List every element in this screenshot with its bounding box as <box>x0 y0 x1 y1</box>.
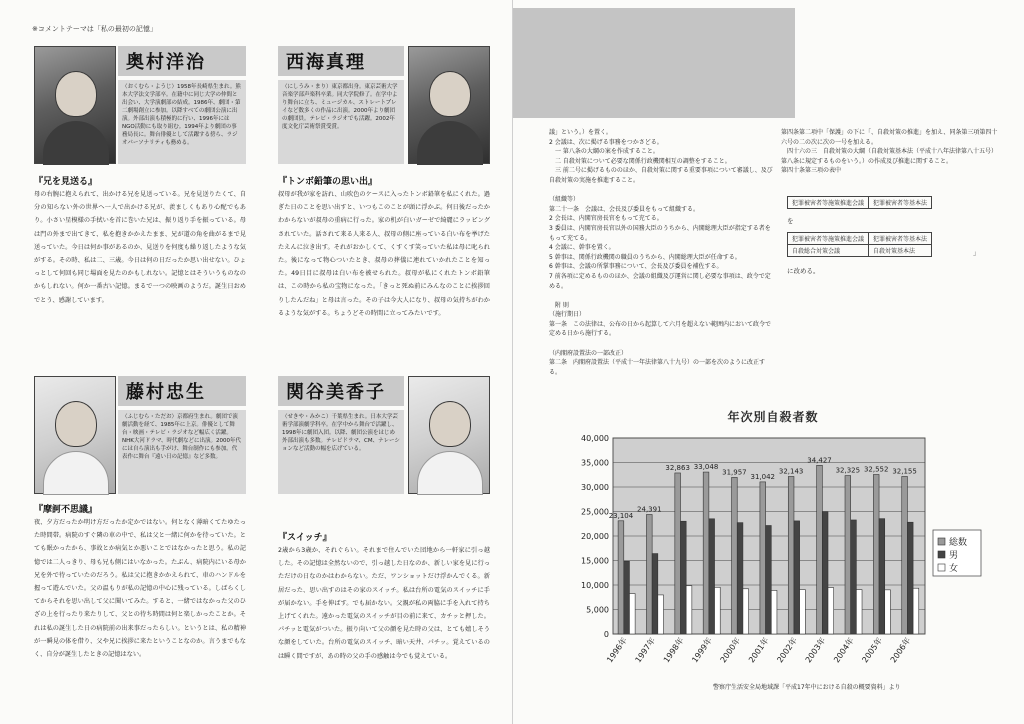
profile-fujimura <box>34 376 246 496</box>
data-label: 32,143 <box>778 467 804 476</box>
face-shape <box>429 401 471 447</box>
gray-banner <box>513 8 795 118</box>
x-tick-label: 2001年 <box>746 635 771 665</box>
reference-table-before <box>787 196 932 209</box>
body-shape <box>43 451 109 495</box>
data-label: 32,155 <box>892 467 917 476</box>
y-tick-label: 20,000 <box>581 532 609 541</box>
comment-theme-note: ※コメントテーマは「私の最初の記憶」 <box>32 25 157 33</box>
legend-label: 総数 <box>949 538 968 548</box>
profile-okumura <box>34 46 246 166</box>
bar-男 <box>822 512 828 634</box>
profile-name: 関谷美香子 <box>278 376 404 406</box>
chart-source: 警察庁生活安全局地域課「平成17年中における自殺の概要資料」より <box>713 684 901 691</box>
profile-bio: （おくむら・ようじ）1958年長崎県生まれ。熊本大学法文学部卒。在籍中に同じ大学の仲間と出会い、大学演劇部の結成。1986年、劇団・第二劇場創立に参加。以降すべての劇団公演に出演。外部出演も積極的に行い、1996年にはNGO活動にも取り組む。1994年より劇団の事務局長に。舞台俳優として活躍する傍ら、ラジオパーソナリティも務める。 <box>118 80 246 164</box>
y-tick-label: 5,000 <box>586 605 609 615</box>
face-shape <box>55 401 97 447</box>
x-tick-label: 2004年 <box>832 635 856 665</box>
profile-bio: （にしうみ・まり）東京都出身。東京芸術大学音楽学部声楽科卒業。同大学院修了。在学中より舞台に立ち、ミュージカル、ストレートプレイなど数多くの作品に出演。2000年より劇団の劇団員。テレビ・ラジオでも活躍。2002年度文化庁芸術祭賞受賞。 <box>278 80 404 164</box>
profile-sekiya <box>278 376 490 496</box>
law-text-column-1 <box>549 128 773 378</box>
chart-svg <box>555 408 991 680</box>
legend-swatch <box>938 564 945 571</box>
essay-title: 『トンボ鉛筆の思い出』 <box>278 177 378 187</box>
table-cell: 犯罪被害者等施策推進会議 <box>788 233 869 245</box>
suicide-chart <box>555 408 991 680</box>
bar-総数 <box>788 476 794 634</box>
portrait-photo <box>408 376 490 494</box>
x-tick-label: 2003年 <box>803 635 828 665</box>
bar-女 <box>828 588 834 634</box>
data-label: 32,863 <box>665 463 690 472</box>
portrait-photo <box>34 46 116 164</box>
table-row <box>788 197 932 209</box>
profile-nishiumi <box>278 46 490 166</box>
bar-女 <box>856 590 862 634</box>
table-row <box>788 233 932 245</box>
bar-男 <box>879 519 885 634</box>
bar-総数 <box>902 476 908 634</box>
bar-女 <box>686 586 692 634</box>
bar-男 <box>794 521 800 634</box>
bar-男 <box>652 554 658 634</box>
bar-総数 <box>873 474 879 634</box>
table-cell: 犯罪被害者等基本法 <box>869 197 932 209</box>
profile-name: 奥村洋治 <box>118 46 246 76</box>
legend-label: 女 <box>949 564 959 574</box>
table-cell: 自殺対策基本法 <box>869 245 932 257</box>
bar-女 <box>771 590 777 634</box>
body-shape <box>417 451 483 495</box>
face-shape <box>55 71 97 117</box>
profile-name: 西海真理 <box>278 46 404 76</box>
data-label: 33,048 <box>693 463 719 472</box>
bar-男 <box>851 520 857 634</box>
bar-女 <box>658 595 664 634</box>
legend-label: 男 <box>949 551 959 561</box>
law-text: 議」という。）を置く。 2 会議は、次に掲げる事務をつかさどる。 一 第八条の大綱の案を作成すること。 二 自殺対策について必要な関係行政機関相互の調整をすること。 三 前二号に掲げるもののほか、自殺対策に関する重要事項について審議し、及び自殺対策の実施を推進すること。 （組織等） 第二十一条 会議は、会長及び委員をもって組織する。 2 会長は、内閣官房長官をもって充てる。 3 委員は、内閣官房長官以外の国務大臣のうちから、内閣総理大臣が指定する者をもって充てる。 4 会議に、幹事を置く。 5 幹事は、関係行政機関の職員のうちから、内閣総理大臣が任命する。 6 幹事は、会議の所掌事務について、会長及び委員を補佐する。 7 前各項に定めるもののほか、会議の組織及び運営に関し必要な事項は、政令で定める。 附 則 （施行期日） 第一条 この法律は、公布の日から起算して六月を超えない範囲内において政令で定める日から施行する。 （内閣府設置法の一部改正） 第二条 内閣府設置法（平成十一年法律第八十九号）の一部を次のように改正する。 <box>549 129 773 376</box>
data-label: 32,325 <box>835 466 861 475</box>
data-label: 23,104 <box>608 511 634 520</box>
bar-女 <box>800 590 806 634</box>
right-page <box>512 0 1024 724</box>
bar-男 <box>709 519 715 634</box>
closing-bracket: 」 <box>973 249 980 257</box>
x-tick-label: 2006年 <box>888 635 913 665</box>
portrait-photo <box>408 46 490 164</box>
bar-総数 <box>732 477 738 634</box>
y-tick-label: 15,000 <box>581 556 609 566</box>
table-cell: 犯罪被害者等基本法 <box>869 233 932 245</box>
legend-swatch <box>938 538 945 545</box>
y-tick-label: 35,000 <box>581 458 609 468</box>
data-label: 34,427 <box>807 456 832 465</box>
essay-body: 叔母が我が家を訪れ、山吹色のケースに入ったトンボ鉛筆を私にくれた。過ぎた日のことを思い出すと、いつもこのことが頭に浮かぶ。何日後だったかわからないが叔母の重病に行った。家の机が白いガーゼで綺麗にラッピングされていた。話されて来る人来る人、叔母の側に座っている白い布を挙げたたえんに泣き出す。それがおかしくて、くすくす笑っていた私は母に叱られた。後になって物心ついたとき、叔母の葬儀に連れていかれたことを知った。49日目に叔母は白い布を被せられた。叔母が私にくれたトンボ鉛筆は、この時から私の宝物になった。「きっと死ぬ前にみんなのことに挨拶回りしたんだね」と母は言った。その子は今大人になり、叔母の気持ちがわかるような気がする。ちょうどその時間に立ってみたいです。 <box>278 191 490 317</box>
bar-総数 <box>646 514 652 634</box>
bar-男 <box>766 525 772 634</box>
x-tick-label: 1998年 <box>661 635 686 665</box>
law-text: 第四条第二項中「保護」の下に「、自殺対策の推進」を加え、同条第三項第四十六号の二の次に次の一号を加える。 四十六の三 自殺対策の大綱（自殺対策基本法（平成十八年法律第八十五号）第八条に規定するものをいう。）の作成及び推進に関すること。 第四十条第三項の表中 <box>781 129 998 175</box>
face-shape <box>429 71 471 117</box>
bar-総数 <box>760 482 766 634</box>
bar-総数 <box>675 473 681 634</box>
table-row <box>788 245 932 257</box>
essay-title: 『摩訶不思議』 <box>34 505 98 515</box>
y-tick-label: 40,000 <box>581 434 609 443</box>
y-tick-label: 30,000 <box>581 483 609 492</box>
connector-wo: を <box>787 217 794 225</box>
essay-body: 母の右腕に抱えられて、出かける兄を見送っている。兄を見送りたくて、自分の知らない外の世界へ一人で出かける兄が、羨ましくもあり心配でもあり。小さい星模様の手拭いを首に巻いた兄は、振り返り手を振っている。母は門の外まで出てきて、私を抱きかかえたまま、兄が道の角を曲がるまで見送っていた。今日は何か事があるのか、見送りを何度も繰り返したような気がする。その時、私は二、三歳。今日は何の日だったか思い出せない。ひょっとして何回も同じ場面を見たのかもしれない。記憶とはそういうものなのかもしれない。何か一番古い記憶。まるで一つの映画のようだ。誕生日おめでとう、感謝しています。 <box>34 191 246 304</box>
x-tick-label: 2000年 <box>718 635 743 665</box>
x-tick-label: 2002年 <box>775 635 800 665</box>
essay-title: 『スイッチ』 <box>278 533 332 543</box>
chart-title: 年次別自殺者数 <box>727 410 819 424</box>
x-tick-label: 1996年 <box>605 635 629 665</box>
data-label: 31,042 <box>750 472 776 481</box>
bar-女 <box>913 588 919 634</box>
table-cell: 犯罪被害者等施策推進会議 <box>788 197 869 209</box>
law-text-column-2 <box>781 128 1001 194</box>
bar-女 <box>715 587 721 634</box>
profile-bio: （ふじむら・ただお）京都府生まれ。劇団で演劇活動を経て、1985年に上京。俳優として舞台・映画・テレビ・ラジオなど幅広く活躍。NHK大河ドラマ、時代劇などに出演。2000年代には自ら演出も手がけ、舞台制作にも参加。代表作に舞台『遠い日の記憶』など多数。 <box>118 410 246 494</box>
y-tick-label: 25,000 <box>581 507 609 517</box>
body-shape <box>43 121 109 165</box>
profile-bio: （せきや・みかこ）千葉県生まれ。日本大学芸術学部演劇学科卒。在学中から舞台で活躍し、1998年に劇団入団。以降、劇団公演をはじめ外部出演も多数。テレビドラマ、CM、ナレーションなど活動の幅を広げている。 <box>278 410 404 494</box>
amendment-ending: に改める。 <box>787 267 820 275</box>
data-label: 24,391 <box>637 505 662 514</box>
bar-総数 <box>845 476 851 634</box>
bar-女 <box>629 594 635 634</box>
data-label: 31,957 <box>722 468 747 477</box>
bar-男 <box>624 561 630 634</box>
bar-総数 <box>703 472 709 634</box>
y-tick-label: 10,000 <box>581 581 609 590</box>
x-tick-label: 2005年 <box>860 635 885 665</box>
data-label: 32,552 <box>863 465 889 474</box>
profile-name: 藤村忠生 <box>118 376 246 406</box>
table-cell: 自殺総合対策会議 <box>788 245 869 257</box>
x-tick-label: 1997年 <box>633 635 658 665</box>
reference-table-after <box>787 232 932 257</box>
body-shape <box>417 121 483 165</box>
bar-総数 <box>817 465 823 634</box>
bar-総数 <box>618 521 624 634</box>
bar-男 <box>737 523 743 634</box>
essay-body: 夜、夕方だったか明け方だったか定かではない。何となく薄暗くてたゆたった時間帯。病院のすぐ隣の車の中で、私は父と一緒に何かを待っていた。とても眠かったから、事故とか病気とか悪いことではなかったと思う。私の記憶では二人っきり、母も兄も側にはいなかった。たぶん、病院内にいる母か兄を外で待っていたのだろう。私は父に抱きかかえられて、車のハンドルを握って遊んでいた。父の温もりが私の記憶の中心に残っている。しばらくしてからそれを思い出して父に聞いてみた。すると、一緒ではなかった父のひざの上を行ったり来たりして、父との待ち時間は何と楽しかったことか。それは私の誕生した日の病院前の出来事だったらしい。というとは、私の精神が一瞬見の体を借り、父や兄に挨拶に来たということなのか。言うまでもなく、自分が誕生したときの記憶はない。 <box>34 519 246 659</box>
bar-男 <box>907 522 913 634</box>
essay-title: 『兄を見送る』 <box>34 177 98 187</box>
essay-body: 2歳から3歳か、それぐらい。それまで住んでいた団地から一軒家に引っ越した。その記憶は全然ないので、引っ越した日なのか、新しい家を見に行っただけの日なのかはわからない。ただ、ワンショットだけ浮かんでくる。新居だった、思い出すのはその家のスイッチ。私は台所の電気のスイッチに手が届かない。手を伸ばす。でも届かない。父親が私の両脇に手を入れて持ち上げてくれた。遠かった電気のスイッチが目の前に来て、カチッと押した。パチッと電気がついた。振り向いて父の顔を見た時の父は、とても嬉しそうな顔をしていた。台所の電気のスイッチ、暗い天井、パチッ。覚えているのは瞬く間ですが、あの時の父の手の感触は今でも覚えている。 <box>278 547 490 660</box>
bar-男 <box>681 521 687 634</box>
x-tick-label: 1999年 <box>690 635 714 665</box>
legend-swatch <box>938 551 945 558</box>
y-tick-label: 0 <box>603 630 609 639</box>
bar-女 <box>743 589 749 634</box>
portrait-photo <box>34 376 116 494</box>
bar-女 <box>885 590 891 634</box>
